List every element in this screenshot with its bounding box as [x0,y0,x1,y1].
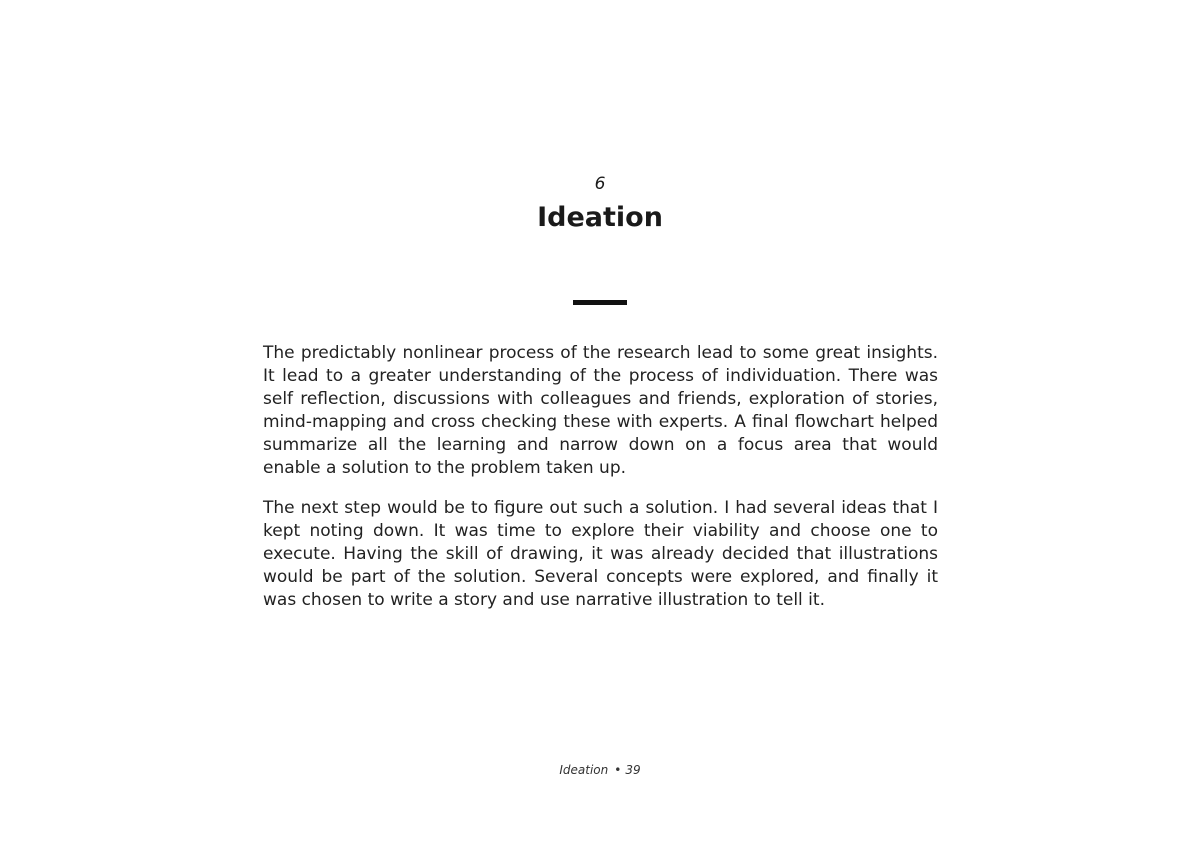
chapter-number: 6 [594,174,606,194]
chapter-title: Ideation [537,202,663,233]
body-text [263,342,938,629]
title-divider [573,300,627,305]
footer-separator: • [614,763,622,777]
page-footer [0,761,1200,779]
paragraph-2: The next step would be to figure out such a solution. I had several ideas that I kept noting down. It was time to explore their viability and choose one to execute. Having the skill of drawing, it was already decided that illustrations would be part of the solution. Several concepts were explored, and finally it was chosen to write a story and use narrative illustration to tell it. [263,498,938,610]
paragraph-1: The predictably nonlinear process of the research lead to some great insights. It lead to a greater understanding of the process of individuation. There was self reflection, discussions with colleagues and friends, exploration of stories, mind-mapping and cross checking these with experts. A final flowchart helped summarize all the learning and narrow down on a focus area that would enable a solution to the problem taken up. [263,343,938,478]
footer-section-label: Ideation [559,763,609,777]
page-number: 39 [625,763,641,777]
